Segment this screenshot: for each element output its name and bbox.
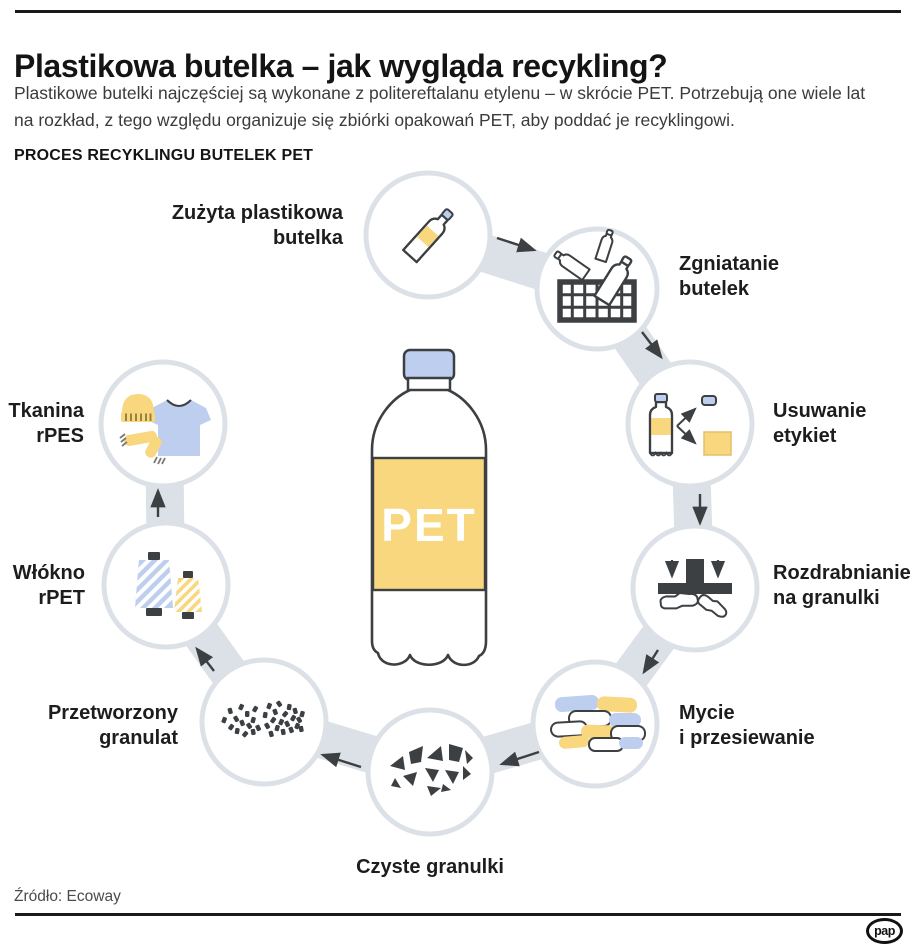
step-label-crushing: Zgniatanie butelek	[679, 253, 780, 300]
step-circle-label-removal	[628, 362, 752, 486]
bottle-cap	[404, 350, 454, 380]
pap-logo: pap	[866, 918, 903, 944]
washing-flakes-icon	[551, 694, 645, 751]
page-title: Plastikowa butelka – jak wygląda recykling?	[14, 48, 668, 85]
bottle-label-text: PET	[381, 499, 477, 551]
step-label-label-removal: Usuwanie etykiet	[773, 400, 867, 447]
center-pet-bottle	[372, 350, 486, 665]
step-circle-granulate	[202, 660, 326, 784]
step-label-fabric: Tkanina rPES	[8, 400, 84, 447]
step-label-clean-flakes: Czyste granulki	[356, 856, 504, 878]
step-label-fiber: Włókno rPET	[12, 562, 85, 609]
step-label-washing: Mycie i przesiewanie	[679, 702, 815, 749]
section-heading: PROCES RECYKLINGU BUTELEK PET	[14, 147, 314, 164]
source-credit: Źródło: Ecoway	[14, 888, 121, 905]
step-label-shredding: Rozdrabnianie na granulki	[773, 562, 911, 609]
step-label-granulate: Przetworzony granulat	[47, 702, 178, 749]
intro-line: na rozkład, z tego względu organizuje się zbiórki opakowań PET, aby poddać je recyklingowi.	[14, 110, 735, 130]
bottom-divider	[15, 913, 901, 916]
step-label-used-bottle: Zużyta plastikowa butelka	[171, 202, 343, 249]
intro-line: Plastikowe butelki najczęściej są wykonane z politereftalanu etylenu – w skrócie PET. Potrzebują one wiele lat	[14, 83, 866, 103]
